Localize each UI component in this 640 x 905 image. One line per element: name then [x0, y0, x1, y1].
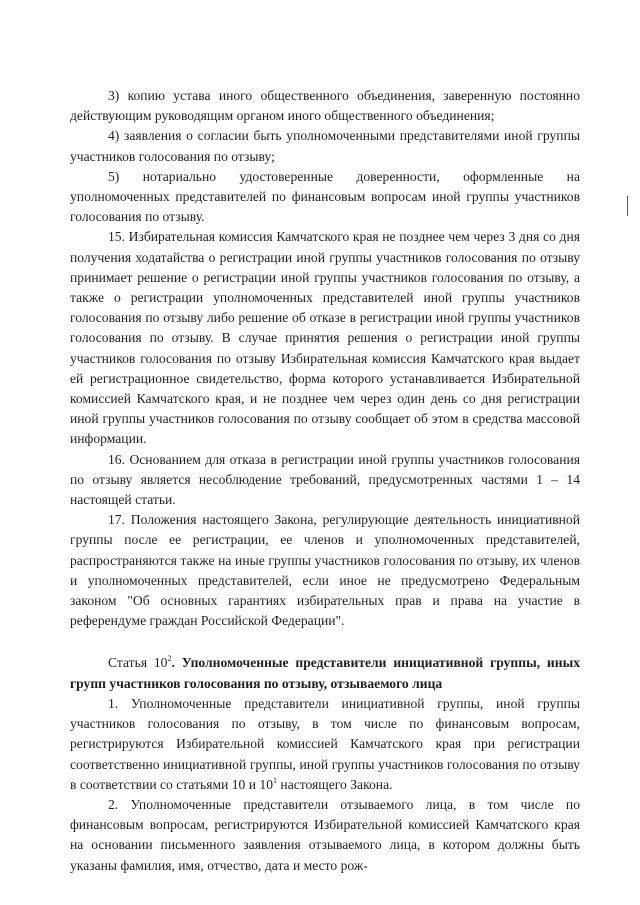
article-label: Статья 10: [108, 655, 168, 671]
article-paragraph-1-text: 1. Уполномоченные представители инициативной группы, иной группы участников голосования по отзыву, в том числе по финансовым вопросам, регистрируются Избирательной комиссией Камчатского края при регистрации соответственно инициативной группы, иной группы участников голосования по отзыву в соответствии со статьями 10 и 10: [70, 695, 580, 792]
list-item-3: 3) копию устава иного общественного объединения, заверенную постоянно действующим руководящим органом иного общественного объединения;: [70, 88, 580, 124]
article-paragraph-1-end: настоящего Закона.: [277, 776, 393, 792]
list-item-5: 5) нотариально удостоверенные доверенности, оформленные на уполномоченных представителей по финансовым вопросам иной группы участников голосования по отзыву.: [70, 168, 580, 225]
paragraph-15: 15. Избирательная комиссия Камчатского края не позднее чем через 3 дня со дня получения ходатайства о регистрации иной группы участников голосования по отзыву принимает решение о регистрации иной группы участников голосования по отзыву, а также о регистрации уполномоченных представителей иной группы участников голосования по отзыву либо решение об отказе в регистрации иной группы участников голосования по отзыву. В случае принятия решения о регистрации иной группы участников голосования по отзыву Избирательная комиссия Камчатского края выдает ей регистрационное свидетельство, форма которого устанавливается Избирательной комиссией Камчатского края, и не позднее чем через один день со дня регистрации иной группы участников голосования по отзыву сообщает об этом в средства массовой информации.: [70, 229, 580, 447]
article-paragraph-2: 2. Уполномоченные представители отзываемого лица, в том числе по финансовым вопросам, регистрируются Избирательной комиссией Камчатского края на основании письменного заявления отзываемого лица, в котором должны быть указаны фамилия, имя, отчество, дата и место рож-: [70, 796, 580, 873]
article-title: . Уполномоченные представители инициативной группы, иных групп участников голосования по отзыву, отзываемого лица: [70, 655, 580, 691]
margin-mark: [627, 196, 628, 216]
paragraph-17: 17. Положения настоящего Закона, регулирующие деятельность инициативной группы после ее регистрации, ее членов и уполномоченных представителей, распространяются также на иные группы участников голосования по отзыву, их членов и уполномоченных представителей, если иное не предусмотрено Федеральным законом "Об основных гарантиях избирательных прав и права на участие в референдуме граждан Российской Федерации".: [70, 512, 580, 629]
article-reference-superscript: 1: [273, 775, 278, 785]
paragraph-16: 16. Основанием для отказа в регистрации иной группы участников голосования по отзыву является несоблюдение требований, предусмотренных частями 1 – 14 настоящей статьи.: [70, 451, 580, 508]
article-number-superscript: 2: [167, 654, 172, 664]
article-heading: [70, 653, 580, 693]
article-paragraph-1: [70, 694, 580, 795]
section-gap: [70, 631, 580, 653]
list-item-4: 4) заявления о согласии быть уполномоченными представителями иной группы участников голосования по отзыву;: [70, 128, 580, 164]
